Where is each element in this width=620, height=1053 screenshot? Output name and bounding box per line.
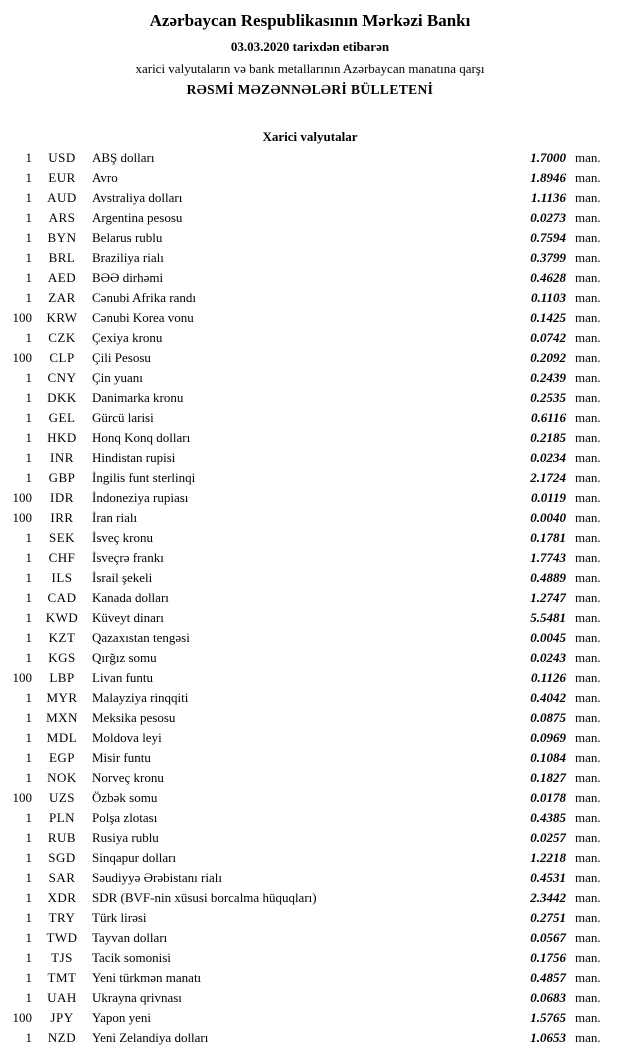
currency-code: TJS: [51, 950, 73, 966]
currency-unit-label: man.: [575, 610, 601, 626]
currency-row: [0, 850, 620, 870]
currency-rate: 0.2751: [530, 910, 566, 926]
currency-name: Kanada dolları: [92, 590, 169, 606]
currency-rate: 0.0178: [530, 790, 566, 806]
currency-row: [0, 510, 620, 530]
currency-rate: 1.5765: [530, 1010, 566, 1026]
currency-rate: 0.2535: [530, 390, 566, 406]
currency-row: [0, 390, 620, 410]
currency-quantity: 1: [25, 970, 32, 986]
currency-rate: 0.1827: [530, 770, 566, 786]
currency-rate: 0.0742: [530, 330, 566, 346]
currency-name: Livan funtu: [92, 670, 154, 686]
currency-name: İsveç kronu: [92, 530, 154, 546]
currency-rate: 0.1126: [530, 670, 566, 686]
currency-code: GBP: [48, 470, 76, 486]
currency-unit-label: man.: [575, 490, 601, 506]
currency-unit-label: man.: [575, 330, 601, 346]
currency-code: MXN: [46, 710, 78, 726]
currency-row: [0, 370, 620, 390]
currency-name: Belarus rublu: [92, 230, 163, 246]
currency-row: [0, 250, 620, 270]
currency-quantity: 100: [12, 790, 32, 806]
currency-unit-label: man.: [575, 1030, 601, 1046]
currency-rate: 0.3799: [530, 250, 566, 266]
currency-row: [0, 890, 620, 910]
currency-name: Ukrayna qrivnası: [92, 990, 182, 1006]
currency-code: MYR: [46, 690, 78, 706]
currency-code: CAD: [47, 590, 77, 606]
currency-code: KGS: [48, 650, 76, 666]
currency-rate: 0.0045: [530, 630, 566, 646]
currency-unit-label: man.: [575, 830, 601, 846]
bulletin-header: [0, 10, 620, 98]
currency-rate: 0.4531: [530, 870, 566, 886]
currency-name: Yeni Zelandiya dolları: [92, 1030, 209, 1046]
currency-quantity: 1: [25, 830, 32, 846]
currency-quantity: 1: [25, 230, 32, 246]
currency-unit-label: man.: [575, 230, 601, 246]
currency-unit-label: man.: [575, 510, 601, 526]
currency-name: Avstraliya dolları: [92, 190, 183, 206]
currency-name: Cənubi Korea vonu: [92, 310, 194, 326]
currency-row: [0, 710, 620, 730]
currency-name: Küveyt dinarı: [92, 610, 164, 626]
currency-unit-label: man.: [575, 770, 601, 786]
currency-rate: 1.0653: [530, 1030, 566, 1046]
currency-rate: 0.0040: [530, 510, 566, 526]
currency-name: Rusiya rublu: [92, 830, 159, 846]
currency-quantity: 1: [25, 430, 32, 446]
currency-rate: 0.0234: [530, 450, 566, 466]
currency-rate: 0.2185: [530, 430, 566, 446]
currency-name: İsrail şekeli: [92, 570, 153, 586]
currency-rate: 0.1425: [530, 310, 566, 326]
currency-rate: 0.4889: [530, 570, 566, 586]
currency-unit-label: man.: [575, 690, 601, 706]
currency-unit-label: man.: [575, 250, 601, 266]
currency-row: [0, 190, 620, 210]
currency-name: Tayvan dolları: [92, 930, 168, 946]
currency-code: CNY: [47, 370, 77, 386]
currency-row: [0, 270, 620, 290]
currency-quantity: 1: [25, 590, 32, 606]
currency-code: DKK: [47, 390, 77, 406]
currency-unit-label: man.: [575, 870, 601, 886]
currency-name: Braziliya rialı: [92, 250, 164, 266]
currency-code: USD: [48, 150, 76, 166]
currency-quantity: 1: [25, 870, 32, 886]
currency-rate: 0.0875: [530, 710, 566, 726]
currency-row: [0, 790, 620, 810]
currency-unit-label: man.: [575, 390, 601, 406]
currency-code: BRL: [48, 250, 76, 266]
currency-code: TWD: [46, 930, 78, 946]
currency-quantity: 1: [25, 170, 32, 186]
currency-code: PLN: [48, 810, 76, 826]
currency-rate: 1.2218: [530, 850, 566, 866]
currency-name: ABŞ dolları: [92, 150, 155, 166]
currency-name: Cənubi Afrika randı: [92, 290, 196, 306]
currency-name: Qırğız somu: [92, 650, 157, 666]
currency-row: [0, 870, 620, 890]
currency-rate: 0.0567: [530, 930, 566, 946]
currency-quantity: 1: [25, 770, 32, 786]
currency-name: Yeni türkmən manatı: [92, 970, 202, 986]
currency-unit-label: man.: [575, 750, 601, 766]
currency-row: [0, 230, 620, 250]
currency-row: [0, 410, 620, 430]
currency-name: Misir funtu: [92, 750, 151, 766]
currency-code: INR: [50, 450, 74, 466]
currency-unit-label: man.: [575, 530, 601, 546]
currency-rate: 2.3442: [530, 890, 566, 906]
currency-quantity: 1: [25, 730, 32, 746]
currency-quantity: 100: [12, 1010, 32, 1026]
currency-quantity: 1: [25, 630, 32, 646]
currency-name: Sinqapur dolları: [92, 850, 177, 866]
currency-name: Çili Pesosu: [92, 350, 151, 366]
currency-name: Norveç kronu: [92, 770, 164, 786]
currency-unit-label: man.: [575, 410, 601, 426]
currency-quantity: 1: [25, 190, 32, 206]
currency-name: Özbək somu: [92, 790, 158, 806]
section-title-foreign-currencies: Xarici valyutalar: [262, 129, 358, 145]
currency-quantity: 1: [25, 1030, 32, 1046]
currency-rate: 0.1103: [530, 290, 566, 306]
currency-quantity: 1: [25, 450, 32, 466]
currency-row: [0, 290, 620, 310]
currency-rate: 0.4042: [530, 690, 566, 706]
currency-row: [0, 490, 620, 510]
currency-quantity: 1: [25, 850, 32, 866]
currency-code: SEK: [48, 530, 76, 546]
currency-code: UAH: [47, 990, 77, 1006]
currency-unit-label: man.: [575, 450, 601, 466]
currency-rate: 0.2092: [530, 350, 566, 366]
currency-code: TRY: [48, 910, 76, 926]
currency-name: Türk lirəsi: [92, 910, 147, 926]
currency-row: [0, 470, 620, 490]
currency-code: JPY: [50, 1010, 74, 1026]
currency-quantity: 1: [25, 370, 32, 386]
currency-code: SGD: [48, 850, 76, 866]
currency-quantity: 1: [25, 570, 32, 586]
currency-name: Malayziya rinqqiti: [92, 690, 189, 706]
currency-code: CZK: [48, 330, 76, 346]
currency-unit-label: man.: [575, 1010, 601, 1026]
currency-quantity: 100: [12, 510, 32, 526]
currency-row: [0, 830, 620, 850]
currency-rate: 0.7594: [530, 230, 566, 246]
currency-unit-label: man.: [575, 310, 601, 326]
currency-quantity: 1: [25, 250, 32, 266]
currency-code: UZS: [48, 790, 76, 806]
currency-row: [0, 1030, 620, 1050]
currency-quantity: 1: [25, 650, 32, 666]
currency-quantity: 1: [25, 330, 32, 346]
currency-row: [0, 310, 620, 330]
currency-rate: 0.6116: [530, 410, 566, 426]
currency-unit-label: man.: [575, 910, 601, 926]
currency-quantity: 1: [25, 910, 32, 926]
effective-date: 03.03.2020 tarixdən etibarən: [230, 39, 390, 55]
currency-unit-label: man.: [575, 430, 601, 446]
currency-row: [0, 570, 620, 590]
currency-quantity: 100: [12, 670, 32, 686]
currency-code: EUR: [48, 170, 76, 186]
currency-unit-label: man.: [575, 590, 601, 606]
currency-code: NOK: [47, 770, 77, 786]
currency-row: [0, 650, 620, 670]
currency-quantity: 1: [25, 890, 32, 906]
currency-row: [0, 990, 620, 1010]
currency-unit-label: man.: [575, 670, 601, 686]
currency-row: [0, 750, 620, 770]
currency-quantity: 100: [12, 310, 32, 326]
currency-code: KWD: [45, 610, 79, 626]
currency-name: Polşa zlotası: [92, 810, 158, 826]
currency-name: Çin yuanı: [92, 370, 143, 386]
currency-name: Hindistan rupisi: [92, 450, 176, 466]
currency-code: AED: [47, 270, 77, 286]
currency-rate: 0.0683: [530, 990, 566, 1006]
currency-row: [0, 770, 620, 790]
currency-row: [0, 1010, 620, 1030]
currency-unit-label: man.: [575, 190, 601, 206]
currency-row: [0, 430, 620, 450]
currency-unit-label: man.: [575, 990, 601, 1006]
currency-code: TMT: [47, 970, 77, 986]
currency-unit-label: man.: [575, 570, 601, 586]
currency-code: EGP: [48, 750, 76, 766]
currency-name: Danimarka kronu: [92, 390, 184, 406]
currency-quantity: 1: [25, 530, 32, 546]
currency-name: Avro: [92, 170, 118, 186]
currency-rate: 1.7743: [530, 550, 566, 566]
currency-rate: 0.2439: [530, 370, 566, 386]
currency-name: Çexiya kronu: [92, 330, 163, 346]
currency-rate: 5.5481: [530, 610, 566, 626]
currency-name: Gürcü larisi: [92, 410, 154, 426]
currency-row: [0, 150, 620, 170]
currency-unit-label: man.: [575, 630, 601, 646]
currency-unit-label: man.: [575, 730, 601, 746]
currency-quantity: 1: [25, 950, 32, 966]
currency-unit-label: man.: [575, 350, 601, 366]
currency-name: Yapon yeni: [92, 1010, 151, 1026]
currency-name: İndoneziya rupiası: [92, 490, 189, 506]
currency-quantity: 1: [25, 610, 32, 626]
currency-quantity: 1: [25, 550, 32, 566]
currency-unit-label: man.: [575, 170, 601, 186]
currency-rate: 1.2747: [530, 590, 566, 606]
currency-code: CLP: [49, 350, 75, 366]
currency-unit-label: man.: [575, 150, 601, 166]
currency-unit-label: man.: [575, 550, 601, 566]
currency-row: [0, 330, 620, 350]
currency-rate: 0.0119: [530, 490, 566, 506]
currency-unit-label: man.: [575, 790, 601, 806]
currency-row: [0, 910, 620, 930]
currency-row: [0, 550, 620, 570]
currency-quantity: 1: [25, 990, 32, 1006]
currency-code: MDL: [46, 730, 78, 746]
currency-name: İsveçrə frankı: [92, 550, 164, 566]
currency-quantity: 1: [25, 270, 32, 286]
currency-rate: 0.0243: [530, 650, 566, 666]
currency-row: [0, 450, 620, 470]
currency-quantity: 1: [25, 710, 32, 726]
currency-row: [0, 670, 620, 690]
currency-row: [0, 930, 620, 950]
currency-unit-label: man.: [575, 850, 601, 866]
currency-code: ILS: [51, 570, 73, 586]
currency-row: [0, 170, 620, 190]
currency-code: GEL: [48, 410, 76, 426]
currency-name: Səudiyyə Ərəbistanı rialı: [92, 870, 222, 886]
currency-quantity: 1: [25, 210, 32, 226]
currency-unit-label: man.: [575, 970, 601, 986]
currency-name: SDR (BVF-nin xüsusi borcalma hüquqları): [92, 890, 317, 906]
currency-quantity: 1: [25, 150, 32, 166]
currency-code: NZD: [47, 1030, 77, 1046]
currency-unit-label: man.: [575, 270, 601, 286]
currency-rate: 0.4628: [530, 270, 566, 286]
currency-row: [0, 610, 620, 630]
currency-unit-label: man.: [575, 370, 601, 386]
currency-rate: 1.8946: [530, 170, 566, 186]
currency-quantity: 1: [25, 810, 32, 826]
currency-quantity: 1: [25, 290, 32, 306]
currency-code: ZAR: [48, 290, 76, 306]
currency-quantity: 100: [12, 490, 32, 506]
currency-unit-label: man.: [575, 650, 601, 666]
currency-code: SAR: [48, 870, 76, 886]
currency-quantity: 1: [25, 690, 32, 706]
currency-rate: 2.1724: [530, 470, 566, 486]
bulletin-subtitle: xarici valyutaların və bank metallarının Azərbaycan manatına qarşı: [135, 61, 485, 77]
currency-rate: 0.0257: [530, 830, 566, 846]
currency-rate: 0.1084: [530, 750, 566, 766]
currency-unit-label: man.: [575, 950, 601, 966]
currency-unit-label: man.: [575, 710, 601, 726]
currency-code: XDR: [47, 890, 77, 906]
currency-quantity: 1: [25, 390, 32, 406]
currency-row: [0, 530, 620, 550]
currency-row: [0, 950, 620, 970]
currency-unit-label: man.: [575, 210, 601, 226]
currency-row: [0, 970, 620, 990]
currency-code: RUB: [47, 830, 77, 846]
currency-code: KZT: [48, 630, 76, 646]
currency-unit-label: man.: [575, 930, 601, 946]
currency-rate: 1.7000: [530, 150, 566, 166]
currency-name: Tacik somonisi: [92, 950, 171, 966]
currency-code: LBP: [49, 670, 75, 686]
currency-row: [0, 350, 620, 370]
currency-rate: 0.0969: [530, 730, 566, 746]
currency-row: [0, 810, 620, 830]
currency-row: [0, 630, 620, 650]
currency-name: BƏƏ dirhəmi: [92, 270, 164, 286]
currency-rate: 0.1756: [530, 950, 566, 966]
currency-quantity: 1: [25, 470, 32, 486]
currency-name: Argentina pesosu: [92, 210, 183, 226]
currency-unit-label: man.: [575, 470, 601, 486]
currency-quantity: 100: [12, 350, 32, 366]
currency-rate: 0.4385: [530, 810, 566, 826]
bulletin-title: RƏSMİ MƏZƏNNƏLƏRİ BÜLLETENİ: [186, 82, 434, 98]
currency-row: [0, 690, 620, 710]
currency-row: [0, 210, 620, 230]
currency-code: BYN: [47, 230, 77, 246]
currency-code: AUD: [47, 190, 77, 206]
currency-code: ARS: [48, 210, 76, 226]
currency-row: [0, 590, 620, 610]
currency-row: [0, 730, 620, 750]
currency-quantity: 1: [25, 930, 32, 946]
currency-unit-label: man.: [575, 290, 601, 306]
currency-code: KRW: [46, 310, 78, 326]
currency-unit-label: man.: [575, 890, 601, 906]
currency-quantity: 1: [25, 410, 32, 426]
currency-table: [0, 150, 620, 1050]
currency-name: Honq Konq dolları: [92, 430, 191, 446]
currency-name: İran rialı: [92, 510, 138, 526]
currency-code: IDR: [50, 490, 74, 506]
currency-code: IRR: [50, 510, 74, 526]
currency-unit-label: man.: [575, 810, 601, 826]
currency-rate: 0.0273: [530, 210, 566, 226]
currency-name: İngilis funt sterlinqi: [92, 470, 196, 486]
currency-name: Meksika pesosu: [92, 710, 176, 726]
currency-name: Qazaxıstan tengəsi: [92, 630, 190, 646]
currency-rate: 0.1781: [530, 530, 566, 546]
currency-code: HKD: [47, 430, 77, 446]
currency-code: CHF: [48, 550, 76, 566]
currency-rate: 0.4857: [530, 970, 566, 986]
currency-quantity: 1: [25, 750, 32, 766]
currency-rate: 1.1136: [530, 190, 566, 206]
currency-name: Moldova leyi: [92, 730, 162, 746]
bank-title: Azərbaycan Respublikasının Mərkəzi Bankı: [149, 11, 471, 30]
